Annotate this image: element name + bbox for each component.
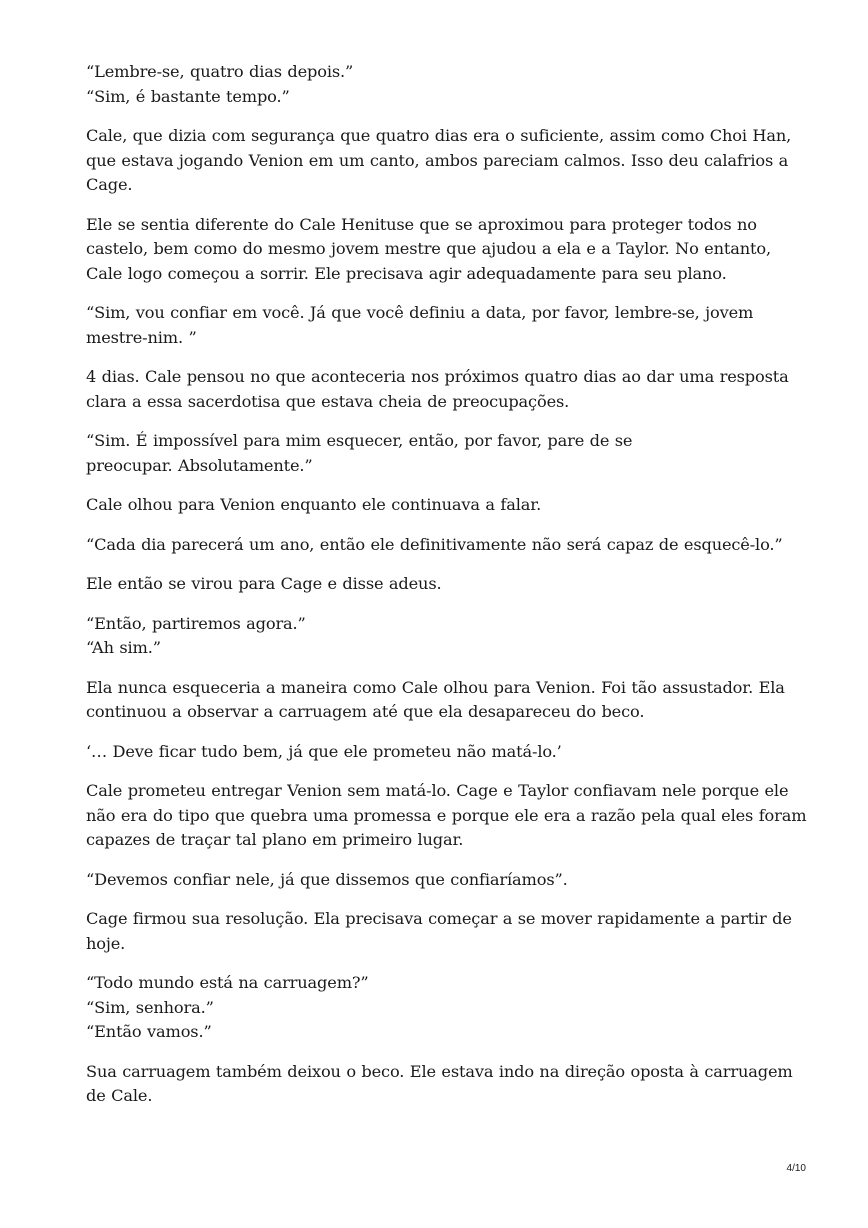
paragraph-11	[86, 676, 786, 725]
text-line: não era do tipo que quebra uma promessa e porque ele era a razão pela qual eles foram	[86, 805, 807, 825]
text-line: 4 dias. Cale pensou no que aconteceria nos próximos quatro dias ao dar uma resposta	[86, 367, 789, 386]
paragraph-13	[86, 779, 807, 853]
text-line: hoje.	[86, 933, 126, 953]
page-number: 4/10	[786, 1163, 806, 1174]
text-line: “Todo mundo está na carruagem?”	[86, 973, 369, 992]
text-line: Cale logo começou a sorrir. Ele precisava agir adequadamente para seu plano.	[86, 263, 727, 283]
text-line: mestre-nim. ”	[86, 327, 197, 347]
paragraph-17	[86, 1060, 793, 1109]
text-line: Sua carruagem também deixou o beco. Ele estava indo na direção oposta à carruagem	[86, 1061, 793, 1081]
text-line: “Então vamos.”	[86, 1022, 212, 1041]
text-line: que estava jogando Venion em um canto, ambos pareciam calmos. Isso deu calafrios a	[86, 150, 789, 170]
paragraph-15	[86, 907, 792, 956]
text-line: clara a essa sacerdotisa que estava cheia de preocupações.	[86, 391, 570, 411]
paragraph-12	[86, 740, 786, 765]
text-line: castelo, bem como do mesmo jovem mestre que ajudou a ela e a Taylor. No entanto,	[86, 239, 771, 258]
paragraph-4	[86, 301, 786, 350]
paragraph-7	[86, 493, 786, 518]
text-line: Cale olhou para Venion enquanto ele continuava a falar.	[86, 495, 542, 514]
paragraph-8	[86, 533, 786, 558]
text-line: Ele se sentia diferente do Cale Henituse que se aproximou para proteger todos no	[86, 214, 757, 234]
text-line: Cage.	[86, 175, 133, 194]
paragraph-5	[86, 365, 789, 414]
document-page	[86, 60, 807, 1124]
text-line: ‘… Deve ficar tudo bem, já que ele prometeu não matá-lo.’	[86, 741, 562, 761]
text-line: Cale prometeu entregar Venion sem matá-lo. Cage e Taylor confiavam nele porque ele	[86, 781, 789, 800]
text-line: “Lembre-se, quatro dias depois.”	[86, 62, 354, 81]
text-line: “Então, partiremos agora.”	[86, 613, 306, 633]
paragraph-2	[86, 124, 792, 198]
text-line: Ele então se virou para Cage e disse adeus.	[86, 574, 442, 593]
text-line: “Ah sim.”	[86, 638, 161, 657]
text-line: Cale, que dizia com segurança que quatro dias era o suficiente, assim como Choi Han,	[86, 126, 792, 145]
paragraph-3	[86, 213, 786, 287]
paragraph-9	[86, 572, 786, 597]
text-line: “Sim, é bastante tempo.”	[86, 86, 290, 106]
text-line: “Sim, vou confiar em você. Já que você definiu a data, por favor, lembre-se, jovem	[86, 303, 754, 322]
text-line: “Sim, senhora.”	[86, 997, 214, 1017]
text-line: capazes de traçar tal plano em primeiro lugar.	[86, 830, 464, 849]
text-line: preocupar. Absolutamente.”	[86, 455, 313, 475]
text-line: continuou a observar a carruagem até que ela desapareceu do beco.	[86, 702, 645, 721]
text-line: “Devemos confiar nele, já que dissemos que confiaríamos”.	[86, 869, 568, 889]
paragraph-10	[86, 612, 786, 661]
text-line: de Cale.	[86, 1086, 153, 1105]
text-line: Cage firmou sua resolução. Ela precisava começar a se mover rapidamente a partir de	[86, 909, 792, 928]
paragraph-16	[86, 971, 786, 1045]
paragraph-14	[86, 868, 786, 893]
paragraph-1	[86, 60, 786, 109]
text-line: Ela nunca esqueceria a maneira como Cale olhou para Venion. Foi tão assustador. Ela	[86, 677, 785, 697]
paragraph-6	[86, 429, 786, 478]
text-line: “Cada dia parecerá um ano, então ele definitivamente não será capaz de esquecê-lo.”	[86, 534, 783, 554]
text-line: “Sim. É impossível para mim esquecer, então, por favor, pare de se	[86, 431, 633, 450]
